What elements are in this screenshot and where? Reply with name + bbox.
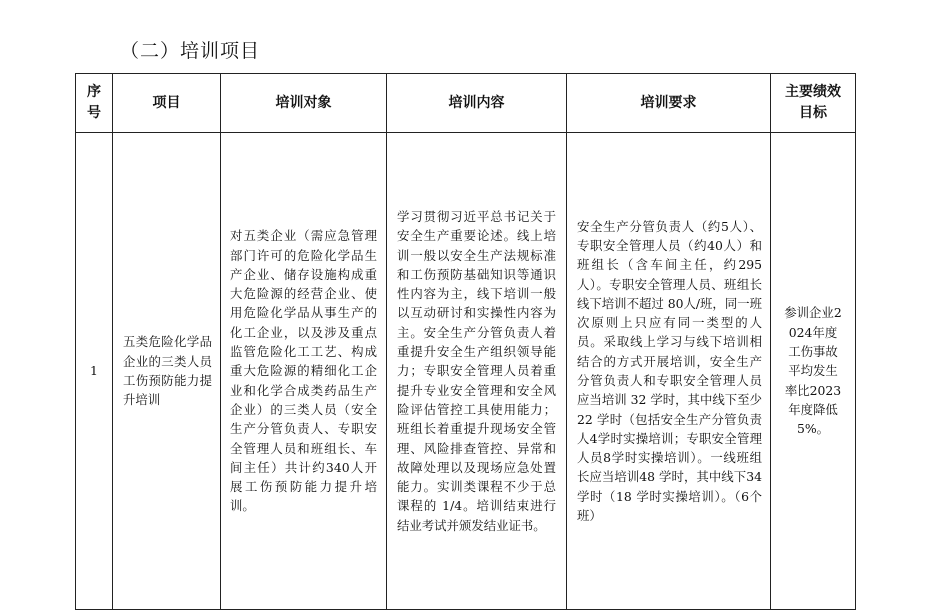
row-requirement-cell	[567, 133, 771, 610]
table-row	[76, 133, 856, 610]
header-requirement: 培训要求	[567, 74, 771, 133]
header-content: 培训内容	[387, 74, 567, 133]
row-content: 学习贯彻习近平总书记关于安全生产重要论述。线上培训一般以安全生产法规标准和工伤预防基础知识等通识性内容为主，线下培训一般以互动研讨和实操性内容为主。安全生产分管负责人着重提升安全生产组织领导能力；专职安全管理人员着重提升专业安全管理和安全风险评估管控工具使用能力；班组长着重提升现场安全管理、风险排查管控、异常和故障处理以及现场应急处置能力。实训类课程不少于总课程的 1/4。培训结束进行结业考试并颁发结业证书。	[397, 208, 556, 533]
row-target: 对五类企业（需应急管理部门许可的危险化学品生产企业、储存设施构成重大危险源的经营企业、使用危险化学品从事生产的化工企业，以及涉及重点监管危险化工工艺、构成重大危险源的精细化工企业和化学合成类药品生产企业）的三类人员（安全生产分管负责人、专职安全管理人员和班组长、车间主任）共计约340人开展工伤预防能力提升培训。	[230, 228, 377, 514]
header-num: 序号	[76, 74, 113, 133]
row-num: 1	[76, 133, 113, 610]
row-project: 五类危险化学品企业的三类人员工伤预防能力提升培训	[123, 334, 212, 408]
header-kpi: 主要绩效目标	[771, 74, 856, 133]
row-requirement: 安全生产分管负责人（约5人）、专职安全管理人员（约40人）和班组长（含车间主任，约295人）。专职安全管理人员、班组长线下培训不超过 80人/班，同一班次原则上只应有同一类型的人员。采取线上学习与线下培训相结合的方式开展培训，安全生产分管负责人和专职安全管理人员应当培训 32 学时，其中线下至少 22 学时（包括安全生产分管负责人4学时实操培训；专职安全管理人员8学时实操培训）。一线班组长应当培训48 学时，其中线下34学时（18 学时实操培训）。（6个班）	[577, 218, 762, 524]
row-content-cell	[387, 133, 567, 610]
row-kpi: 参训企业2024年度工伤事故平均发生率比2023年度降低5%。	[784, 305, 842, 437]
row-target-cell	[221, 133, 387, 610]
training-project-table	[75, 73, 856, 610]
section-title: （二）培训项目	[120, 40, 261, 62]
header-target: 培训对象	[221, 74, 387, 133]
row-project-cell	[113, 133, 221, 610]
table-header-row	[76, 74, 856, 133]
row-kpi-cell	[771, 133, 856, 610]
header-project: 项目	[113, 74, 221, 133]
